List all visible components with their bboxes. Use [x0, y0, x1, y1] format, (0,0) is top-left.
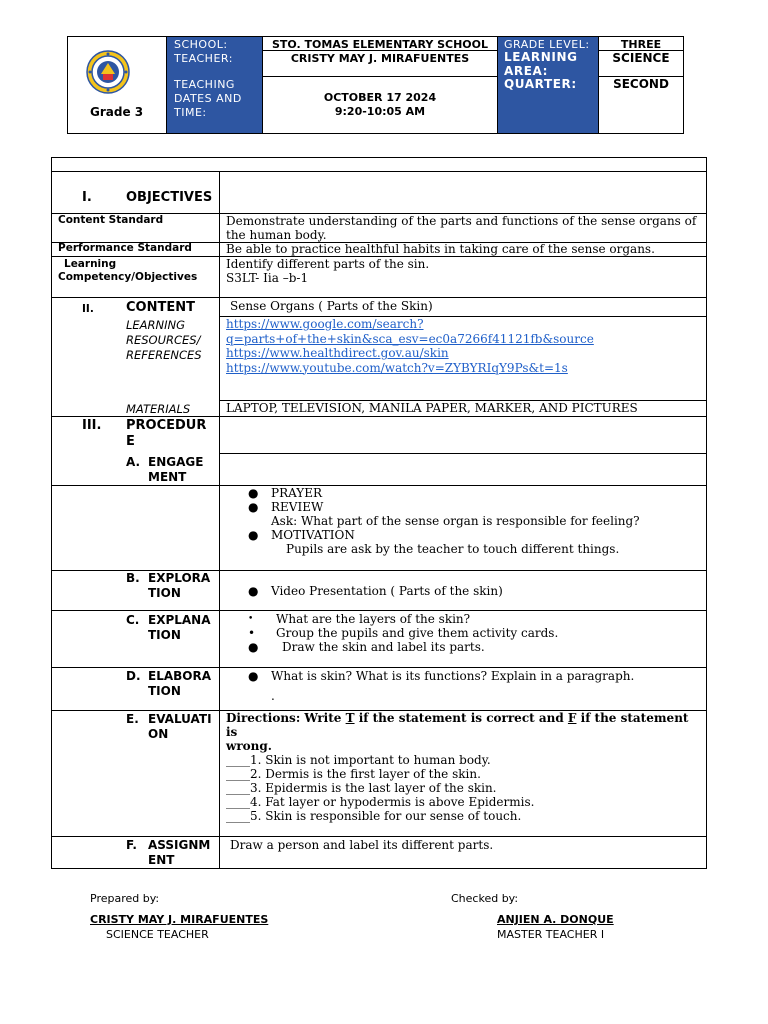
performance-standard-text: Be able to practice healthful habits in taking care of the sense organs.: [226, 242, 655, 256]
content-title: CONTENT: [126, 300, 195, 315]
list-item: ____3. Epidermis is the last layer of the skin.: [226, 781, 497, 795]
elaboration-list: ● What is skin? What is its functions? Explain in a paragraph. .: [226, 669, 634, 703]
healthdirect-link[interactable]: https://www.healthdirect.gov.au/skin: [226, 346, 449, 360]
school-label: SCHOOL:: [174, 38, 228, 51]
explanation-letter: C.: [126, 613, 140, 627]
dates-value: OCTOBER 17 2024 9:20-10:05 AM: [323, 91, 437, 118]
list-item: ● Video Presentation ( Parts of the skin): [248, 584, 503, 598]
elaboration-title: ELABORA TION: [148, 669, 212, 698]
list-item: Ask: What part of the sense organ is responsible for feeling?: [271, 514, 640, 528]
bullet-icon: ●: [248, 640, 259, 654]
prepared-by-name: CRISTY MAY J. MIRAFUENTES: [90, 913, 269, 926]
bullet-icon: ●: [248, 584, 259, 598]
list-item: ● REVIEW: [248, 500, 324, 514]
content-value: Sense Organs ( Parts of the Skin): [230, 299, 433, 313]
bullet-icon: ●: [248, 500, 259, 514]
learning-area-label: LEARNING AREA:: [504, 50, 578, 78]
engage-letter: A.: [126, 455, 141, 469]
materials-value: LAPTOP, TELEVISION, MANILA PAPER, MARKER, AND PICTURES: [226, 401, 638, 415]
evaluation-items: [226, 753, 534, 823]
dates-label: TEACHING DATES AND TIME:: [174, 78, 242, 119]
list-item: ● Draw the skin and label its parts.: [248, 640, 485, 654]
teacher-label: TEACHER:: [174, 52, 233, 65]
assignment-value: Draw a person and label its different parts.: [230, 838, 494, 852]
content-standard-label: Content Standard: [58, 214, 164, 226]
procedure-title: PROCEDUR E: [126, 418, 207, 449]
youtube-link[interactable]: https://www.youtube.com/watch?v=ZYBYRIqY9Ps&t=1s: [226, 360, 568, 375]
bullet-icon: •: [248, 626, 256, 640]
evaluation-letter: E.: [126, 712, 139, 726]
grade-level-value: THREE: [620, 38, 662, 51]
list-item: ____5. Skin is responsible for our sense of touch.: [226, 809, 522, 823]
list-item: ____2. Dermis is the first layer of the skin.: [226, 767, 481, 781]
bullet-icon: ●: [248, 669, 259, 683]
list-item: ● What is skin? What is its functions? Explain in a paragraph.: [248, 669, 635, 683]
teacher-value: CRISTY MAY J. MIRAFUENTES: [290, 52, 470, 65]
checked-by-title: MASTER TEACHER I: [497, 928, 605, 941]
list-item: ____1. Skin is not important to human body.: [226, 753, 491, 767]
bullet-icon: ●: [248, 486, 259, 500]
assignment-letter: F.: [126, 838, 137, 852]
performance-standard-label: Performance Standard: [58, 242, 192, 254]
grade-level-label: GRADE LEVEL:: [504, 38, 590, 51]
explanation-title: EXPLANA TION: [148, 613, 211, 642]
exploration-list: [226, 584, 503, 598]
list-item: ____4. Fat layer or hypodermis is above Epidermis.: [226, 795, 535, 809]
google-search-link[interactable]: https://www.google.com/search? q=parts+of+the+skin&sca_esv=ec0a7266f41121fb&source: [226, 317, 594, 346]
engage-title: ENGAGE MENT: [148, 455, 204, 484]
resources-links: [226, 317, 594, 375]
competency-label: Learning Competency/Objectives: [58, 258, 198, 283]
explanation-list: [226, 612, 558, 654]
evaluation-directions: Directions: Write T if the statement is correct and F if the statement is wrong.: [226, 711, 689, 753]
procedure-numeral: III.: [82, 418, 102, 433]
list-item: • Group the pupils and give them activity cards.: [248, 626, 559, 640]
objectives-numeral: I.: [82, 190, 92, 205]
bullet-icon: ●: [248, 528, 259, 542]
list-item: • What are the layers of the skin?: [248, 612, 471, 626]
engage-list: [226, 486, 640, 556]
resources-label: LEARNING RESOURCES/ REFERENCES: [126, 318, 202, 362]
competency-text: Identify different parts of the sin. S3LT- Iia –b-1: [226, 257, 430, 285]
objectives-title: OBJECTIVES: [126, 190, 213, 205]
content-numeral: II.: [82, 303, 94, 315]
quarter-value: SECOND: [613, 77, 669, 91]
exploration-letter: B.: [126, 571, 140, 585]
list-item: ● MOTIVATION: [248, 528, 355, 542]
list-item: Pupils are ask by the teacher to touch different things.: [286, 542, 620, 556]
quarter-label: QUARTER:: [504, 77, 577, 91]
grade-caption: Grade 3: [90, 105, 144, 119]
materials-label: MATERIALS: [126, 402, 191, 416]
prepared-by-label: Prepared by:: [90, 892, 160, 905]
checked-by-name: ANJIEN A. DONQUE: [497, 913, 614, 926]
list-item: ● PRAYER: [248, 486, 323, 500]
assignment-title: ASSIGNM ENT: [148, 838, 211, 867]
deped-seal-icon: [86, 50, 130, 94]
learning-area-value: SCIENCE: [612, 51, 670, 65]
evaluation-title: EVALUATI ON: [148, 712, 212, 741]
prepared-by-title: SCIENCE TEACHER: [106, 928, 209, 941]
checked-by-label: Checked by:: [451, 892, 519, 905]
bullet-icon: •: [248, 614, 254, 624]
content-standard-text: Demonstrate understanding of the parts and functions of the sense organs of the human body.: [226, 214, 697, 242]
elaboration-letter: D.: [126, 669, 141, 683]
school-value: STO. TOMAS ELEMENTARY SCHOOL: [271, 38, 489, 51]
exploration-title: EXPLORA TION: [148, 571, 211, 600]
